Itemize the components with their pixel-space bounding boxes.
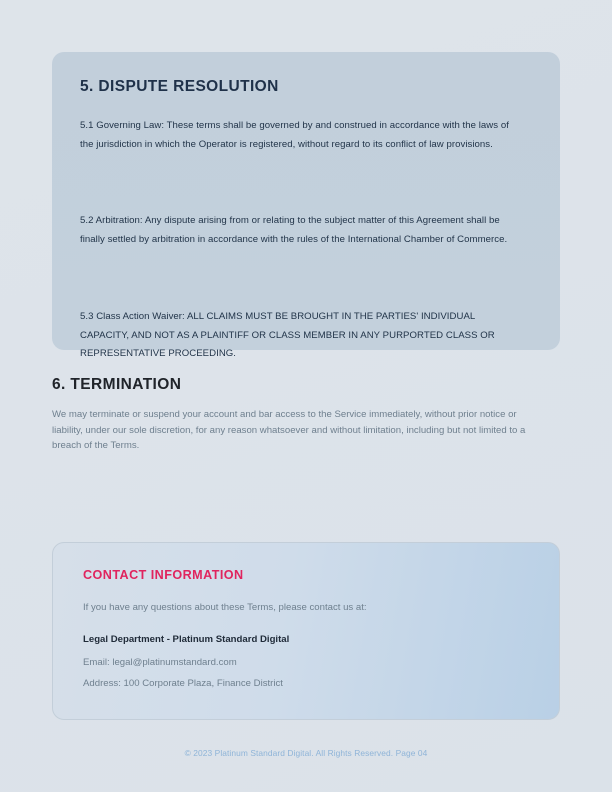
termination-body: We may terminate or suspend your account and bar access to the Service immediately, without prior notice or liability, under our sole discretion, for any reason whatsoever and without limitation, including but not limited to a breach of the Terms. bbox=[52, 409, 526, 452]
termination-section bbox=[52, 376, 552, 454]
contact-email[interactable]: Email: legal@platinumstandard.com bbox=[83, 656, 237, 668]
page-footer: © 2023 Platinum Standard Digital. All Rights Reserved. Page 04 bbox=[184, 748, 428, 758]
contact-information-card bbox=[52, 542, 560, 720]
section-heading-termination: 6. TERMINATION bbox=[52, 376, 182, 393]
contact-intro-text: If you have any questions about these Terms, please contact us at: bbox=[83, 601, 367, 613]
dispute-resolution-card bbox=[52, 52, 560, 360]
contact-department: Legal Department - Platinum Standard Digital bbox=[83, 634, 290, 646]
contact-address: Address: 100 Corporate Plaza, Finance District bbox=[83, 677, 283, 689]
clause-5-1: 5.1 Governing Law: These terms shall be governed by and construed in accordance with the laws of the jurisdiction in which the Operator is registered, without regard to its conflict of law provisions. bbox=[80, 120, 509, 150]
contact-heading: CONTACT INFORMATION bbox=[83, 568, 244, 582]
clause-5-2: 5.2 Arbitration: Any dispute arising from or relating to the subject matter of this Agreement shall be finally settled by arbitration in accordance with the rules of the International Chamber of Commerce. bbox=[80, 215, 508, 246]
clause-5-3: 5.3 Class Action Waiver: ALL CLAIMS MUST BE BROUGHT IN THE PARTIES' INDIVIDUAL CAPACITY, AND NOT AS A PLAINTIFF OR CLASS MEMBER IN ANY PURPORTED CLASS OR REPRESENTATIVE PROCEEDING. bbox=[80, 310, 495, 360]
section-heading-dispute-resolution: 5. DISPUTE RESOLUTION bbox=[80, 78, 279, 95]
